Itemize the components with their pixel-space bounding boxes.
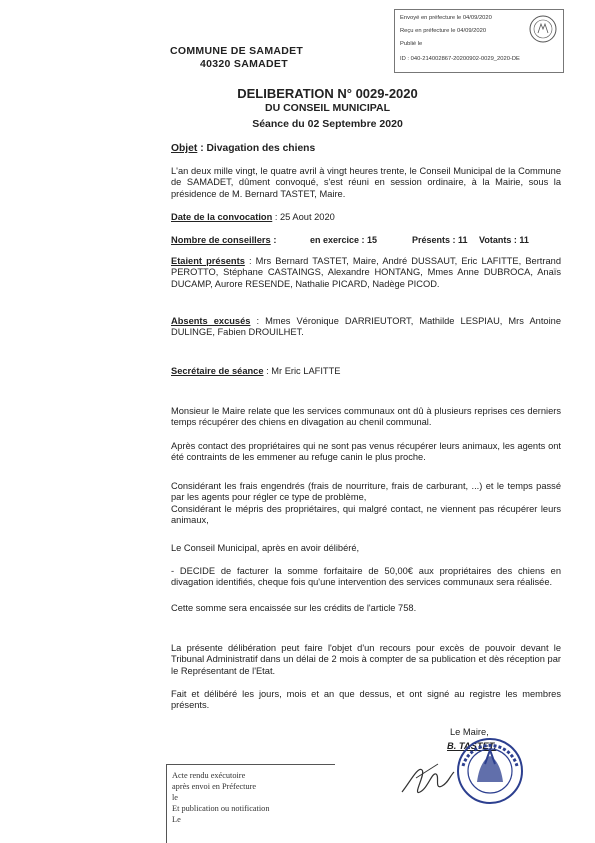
secretaire-value: : Mr Eric LAFITTE (263, 366, 341, 376)
deliberation-title: DELIBERATION N° 0029-2020 (237, 86, 418, 101)
stamp-line-id: ID : 040-214002867-20200902-0029_2020-DE (400, 56, 520, 62)
convocation-value: : 25 Aout 2020 (272, 212, 335, 222)
secretaire-label: Secrétaire de séance (171, 366, 264, 376)
seance-date: Séance du 02 Septembre 2020 (252, 118, 403, 130)
paragraph-contact: Après contact des propriétaires qui ne sont pas venus récupérer leurs animaux, les agents ont été contraints de les emmener au refuge canin le plus proche. (171, 441, 561, 463)
conseillers-votants: Votants : 11 (479, 235, 529, 245)
presents-label: Etaient présents (171, 256, 245, 266)
objet-line (171, 143, 561, 154)
commune-name: COMMUNE DE SAMADET (170, 45, 304, 57)
footer-line-executoire: Acte rendu exécutoire (172, 771, 246, 780)
convocation-label: Date de la convocation (171, 212, 273, 222)
municipal-seal-icon (455, 736, 525, 806)
paragraph-delibere: Le Conseil Municipal, après en avoir délibéré, (171, 543, 360, 553)
objet-value: : Divagation des chiens (197, 143, 316, 154)
signature-name: B. TASTET, (447, 741, 497, 751)
presents-value: : Mrs Bernard TASTET, Maire, André DUSSAUT, Eric LAFITTE, Bertrand PEROTTO, Stéphane CASTAINGS, Alexandre HONTANG, Mmes Anne DUBROCA, Anaïs DUCAMP, Aurore RESENDE, Nathalie PICARD, Nadège PICOD. (171, 256, 561, 289)
fait-paragraph: Fait et délibéré les jours, mois et an que dessus, et ont signé au registre les membres présents. (171, 689, 561, 711)
paragraph-decide: - DECIDE de facturer la somme forfaitaire de 50,00€ aux propriétaires des chiens en divagation identifiés, cheque fois qu'une intervention des services communaux sera réalisée. (171, 566, 561, 588)
stamp-line-sent: Envoyé en préfecture le 04/09/2020 (400, 15, 492, 21)
presents-paragraph (171, 256, 561, 290)
footer-line-publication: Et publication ou notification (172, 804, 270, 813)
stamp-line-received: Reçu en préfecture le 04/09/2020 (400, 28, 487, 34)
signature-role: Le Maire, (450, 727, 489, 737)
footer-line-le: le (172, 793, 178, 802)
conseillers-presents: Présents : 11 (412, 235, 468, 245)
paragraph-mepris: Considérant le mépris des propriétaires, qui malgré contact, ne viennent pas récupérer leurs animaux, (171, 504, 561, 526)
recours-paragraph: La présente délibération peut faire l'objet d'un recours pour excès de pouvoir devant le Tribunal Administratif dans un délai de 2 mois à compter de sa publication et dès réception par le Représentant de l'Etat. (171, 643, 561, 676)
convocation-line (171, 212, 561, 223)
republique-seal-icon (528, 13, 558, 45)
footer-line-envoi: après envoi en Préfecture (172, 782, 257, 791)
conseillers-label: Nombre de conseillers (171, 235, 271, 245)
absents-label: Absents excusés (171, 316, 251, 326)
conseillers-exercice: en exercice : 15 (310, 235, 378, 245)
absents-value: : Mmes Véronique DARRIEUTORT, Mathilde LESPIAU, Mrs Antoine DULINGE, Fabien DROUILHET. (171, 316, 561, 338)
secretaire-line (171, 366, 561, 377)
stamp-line-published: Publié le (400, 41, 423, 47)
footer-line-le-2: Le (172, 815, 181, 824)
intro-paragraph: L'an deux mille vingt, le quatre avril à vingt heures trente, le Conseil Municipal de la Commune de SAMADET, dûment convoqué, s'est réuni en session ordinaire, à la Mairie, sous la présidence de M. Bernard TASTET, Maire. (171, 166, 561, 199)
handwritten-signature (398, 752, 458, 802)
conseillers-sep: : (270, 235, 277, 245)
commune-postal: 40320 SAMADET (200, 58, 288, 70)
paragraph-relate: Monsieur le Maire relate que les services communaux ont dû à plusieurs reprises ces derniers temps récupérer des chiens en divagation au chenil communal. (171, 406, 561, 428)
absents-paragraph (171, 316, 561, 339)
paragraph-frais: Considérant les frais engendrés (frais de nourriture, frais de carburant, ...) et le temps passé par les agents pour régler ce type de problème, (171, 481, 561, 503)
deliberation-subtitle: DU CONSEIL MUNICIPAL (264, 102, 391, 114)
objet-label: Objet (171, 143, 198, 154)
paragraph-article: Cette somme sera encaissée sur les crédits de l'article 758. (171, 603, 417, 613)
